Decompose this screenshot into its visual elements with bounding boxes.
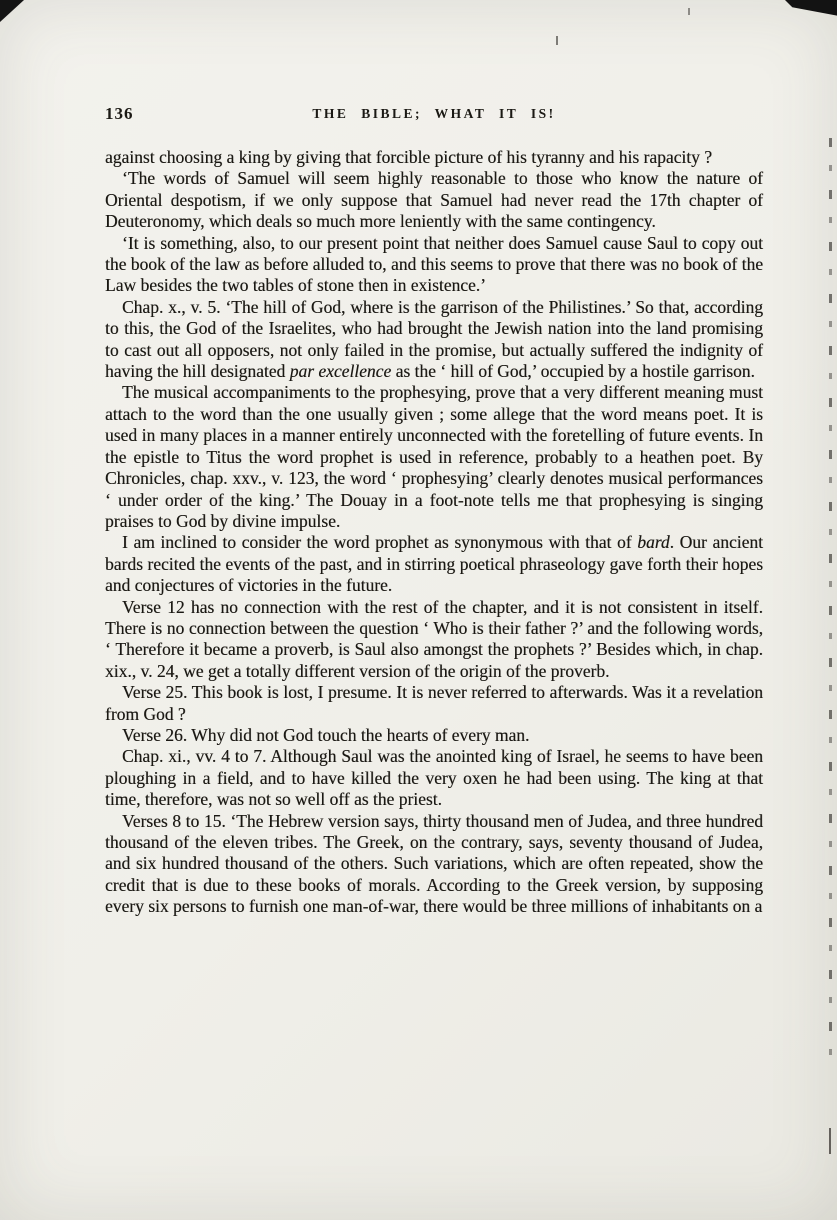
text-segment: Chap. xi., vv. 4 to 7. Although Saul was the anointed king of Israel, he seems to have been ploughing in a field, and to have killed the very oxen he had been using. The king at that time, therefore, was not so well off as the priest. — [105, 746, 763, 810]
paragraph — [105, 297, 763, 383]
text-segment: Verse 25. This book is lost, I presume. It is never referred to afterwards. Was it a revelation from God ? — [105, 682, 763, 724]
text-segment: as the ‘ hill of God,’ occupied by a hostile garrison. — [391, 361, 755, 382]
text-body — [105, 147, 763, 918]
paragraph — [105, 682, 763, 725]
paragraph — [105, 233, 763, 297]
page-header-title: THE BIBLE; WHAT IT IS! — [312, 106, 556, 121]
scan-speck — [556, 36, 558, 45]
text-segment: I am inclined to consider the word prophet as synonymous with that of — [122, 532, 638, 553]
paragraph — [105, 382, 763, 532]
text-segment: Chap. x., v. 5. ‘The hill of God, where is the garrison of the Philistines.’ So that, according to this, the God of the Israelites, who had brought the Jewish nation into the land promising to cast out all opposers, not only failed in the promise, but actually suffered the indignity of having the hill designated — [105, 296, 763, 382]
text-segment: ‘It is something, also, to our present point that neither does Samuel cause Saul to copy out the book of the law as before alluded to, and this seems to prove that there was no book of the Law besides the two tables of stone then in existence.’ — [105, 232, 763, 296]
paragraph — [105, 725, 763, 746]
paragraph — [105, 147, 763, 168]
italic-text: par excellence — [289, 361, 392, 382]
text-segment: The musical accompaniments to the prophesying, prove that a very different meaning must attach to the word than the one usually given ; some allege that the word means poet. It is used in many places in a manner entirely unconnected with the foretelling of future events. In the epistle to Titus the word prophet is used in reference, probably to a heathen poet. By Chronicles, chap. xxv., v. 123, the word ‘ prophesying’ clearly denotes musical performances ‘ under order of the king.’ The Douay in a foot-note tells me that prophesying is singing praises to God by divine impulse. — [105, 382, 763, 531]
paragraph — [105, 597, 763, 683]
text-segment: . Our ancient bards recited the events of the past, and in stirring poetical phraseology gave forth their hopes and conjectures of victories in the future. — [105, 532, 763, 596]
text-segment: Verse 12 has no connection with the rest of the chapter, and it is not consistent in itself. There is no connection between the question ‘ Who is their father ?’ and the following words, ‘ Therefore it became a proverb, is Saul also amongst the prophets ?’ Besides which, in chap. xix., v. 24, we get a totally different version of the origin of the proverb. — [105, 596, 763, 681]
text-segment: Verse 26. Why did not God touch the hearts of every man. — [122, 724, 530, 745]
scan-corner-artifact-top-left — [0, 0, 24, 22]
italic-text: bard — [637, 532, 670, 553]
text-segment: ‘The words of Samuel will seem highly reasonable to those who know the nature of Oriental despotism, if we only suppose that Samuel had never read the 17th chapter of Deuteronomy, which deals so much more leniently with the same contingency. — [105, 168, 763, 232]
scan-edge-bleed-mark-bottom — [829, 1128, 831, 1154]
text-segment: Verses 8 to 15. ‘The Hebrew version says, thirty thousand men of Judea, and three hundred thousand of the eleven tribes. The Greek, on the contrary, says, seventy thousand of Judea, and six hundred thousand of the others. Such variations, which are often repeated, show the credit that is due to these books of morals. According to the Greek version, by supposing every six persons to furnish one man-of-war, there would be three millions of inhabitants on a — [105, 810, 763, 917]
page-number: 136 — [105, 104, 134, 123]
scan-edge-bleed-marks — [829, 138, 832, 1068]
paragraph — [105, 746, 763, 810]
paragraph — [105, 168, 763, 232]
paragraph — [105, 811, 763, 918]
text-segment: against choosing a king by giving that forcible picture of his tyranny and his rapacity ? — [105, 147, 712, 167]
running-header — [105, 104, 763, 126]
scan-speck — [688, 8, 690, 15]
paragraph — [105, 532, 763, 596]
scan-corner-artifact-top-right — [785, 0, 837, 26]
